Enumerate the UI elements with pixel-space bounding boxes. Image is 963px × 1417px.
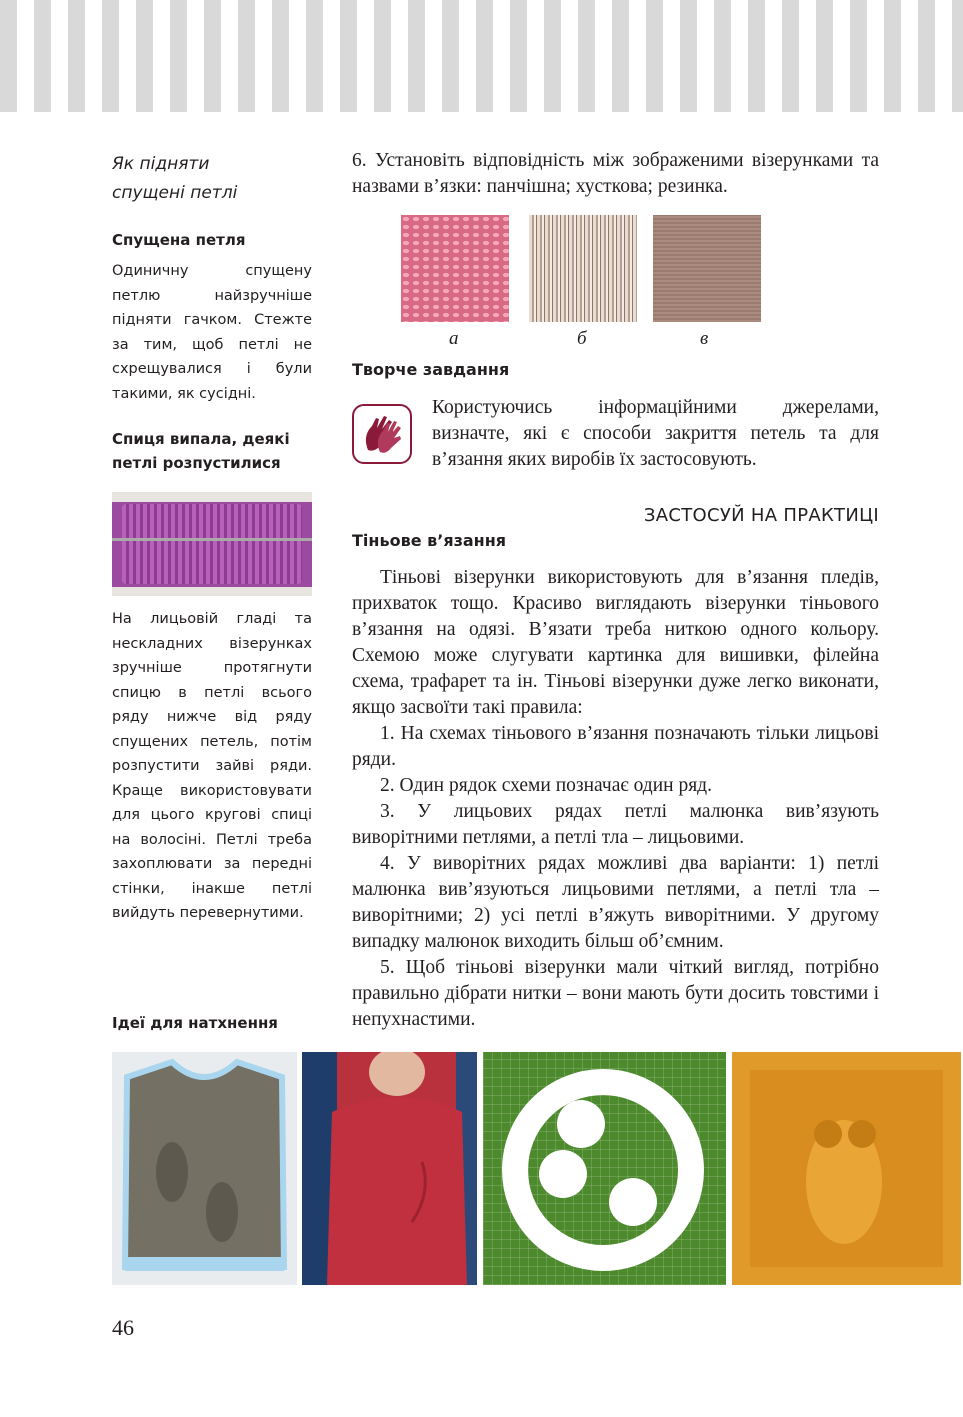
shadow-knitting-heading: Тіньове в’язання xyxy=(352,531,507,550)
paragraph-rule-5: 5. Щоб тіньові візерунки мали чіткий вигляд, потрібно правильно дібрати нитки – вони мають бути досить товстими і непухнастими. xyxy=(352,957,879,1030)
sidebar-title-line1: Як підняти xyxy=(112,154,210,174)
page-number: 46 xyxy=(112,1315,134,1340)
paragraph-rule-1: 1. На схемах тіньового в’язання позначають тільки лицьові ряди. xyxy=(352,723,879,770)
photo-red-sweater xyxy=(302,1052,477,1285)
swatch-label-a: а xyxy=(449,328,459,349)
creative-task-heading: Творче завдання xyxy=(352,360,510,379)
swatch-label-b: б xyxy=(577,328,587,349)
hands-icon xyxy=(352,404,412,464)
swatch-label-c: в xyxy=(700,328,709,349)
creative-task-text: Користуючись інформаційними джерелами, визначте, які є способи закриття петель та для в’язання яких виробів їх застосовують. xyxy=(432,397,879,470)
knitting-sample-photo xyxy=(112,492,312,596)
dropped-stitch-text: Одиничну спущену петлю найзручніше підняти гачком. Стежте за тим, щоб петлі не схрещувалися і були такими, як сусідні. xyxy=(112,263,312,402)
paragraph-intro: Тіньові візерунки використовують для в’язання пледів, прихваток тощо. Красиво виглядають візерунки тіньового в’язання на одязі. В’язати треба ниткою одного кольору. Схемою може слугувати картинка для вишивки, філейна схема, трафарет та ін. Тіньові візерунки дуже легко виконати, якщо засвоїти такі правила: xyxy=(352,567,879,718)
photo-owl-square xyxy=(732,1052,961,1285)
header-stripes xyxy=(0,0,963,112)
swatch-a xyxy=(401,215,509,322)
swatch-c xyxy=(653,215,761,322)
sidebar-title xyxy=(112,150,312,208)
paragraph-rule-4: 4. У виворітних рядах можливі два варіанти: 1) петлі малюнка вив’язуються лицьовими петлями, а петлі тла – виворітними; 2) усі петлі в’яжуть виворітними. У другому випадку малюнок виходить більш об’ємним. xyxy=(352,853,879,952)
photo-clover-chart xyxy=(483,1052,726,1285)
swatch-b xyxy=(529,215,637,322)
ideas-heading: Ідеї для натхнення xyxy=(112,1014,278,1032)
photo-child-vest xyxy=(112,1052,297,1285)
needle-fell-text: На лицьовій гладі та нескладних візерунках зручніше протягнути спицю в петлі всього ряду нижче від ряду спущених петель, потім розпустити зайві ряди. Краще використовувати для цього кругові спиці на волосіні. Петлі треба захоплювати за передні стінки, інакше петлі вийдуть перевернутими. xyxy=(112,611,312,921)
practice-heading: ЗАСТОСУЙ НА ПРАКТИЦІ xyxy=(643,505,879,526)
sidebar-title-line2: спущені петлі xyxy=(112,183,238,203)
needle-fell-heading: Спиця випала, деякі петлі розпустилися xyxy=(112,430,290,472)
paragraph-rule-2: 2. Один рядок схеми позначає один ряд. xyxy=(380,775,712,796)
dropped-stitch-heading: Спущена петля xyxy=(112,231,246,249)
paragraph-rule-3: 3. У лицьових рядах петлі малюнка вив’язують виворітними петлями, а петлі тла – лицьовими. xyxy=(352,801,879,848)
practice-body xyxy=(352,565,879,1033)
task-6-text: 6. Установіть відповідність між зображеними візерунками та назвами в’язки: панчішна; хусткова; резинка. xyxy=(352,150,879,197)
